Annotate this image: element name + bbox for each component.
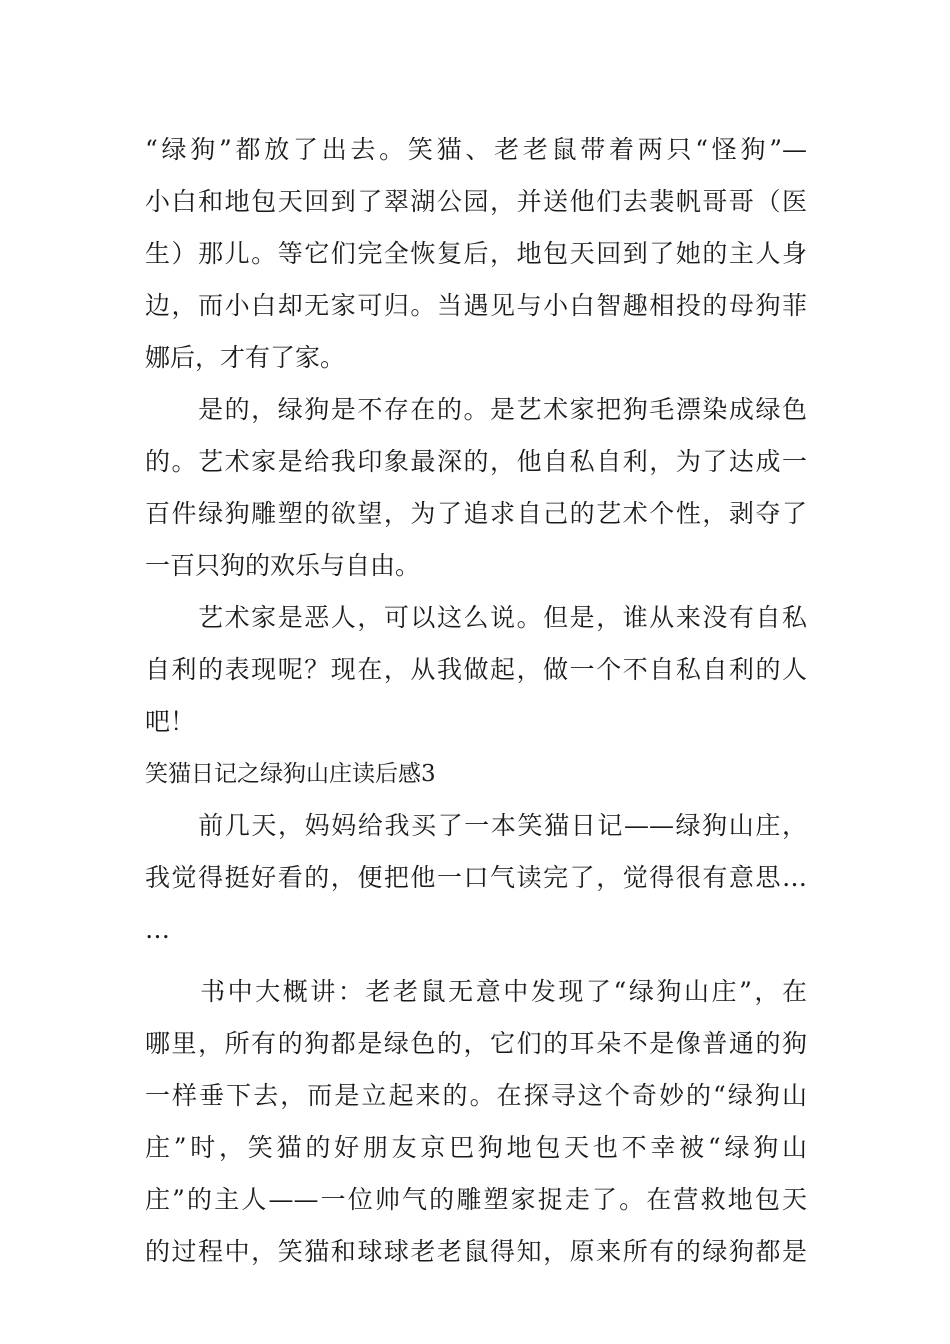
text-line: 我觉得挺好看的，便把他一口气读完了，觉得很有意思…	[145, 863, 807, 892]
text-line: 艺术家是恶人，可以这么说。但是，谁从来没有自私	[145, 603, 807, 632]
text-line: 庄”的主人——一位帅气的雕塑家捉走了。在营救地包天	[145, 1185, 807, 1214]
text-line: 边，而小白却无家可归。当遇见与小白智趣相投的母狗菲	[145, 291, 807, 320]
text-line: 是的，绿狗是不存在的。是艺术家把狗毛漂染成绿色	[145, 395, 807, 424]
text-line: 一样垂下去，而是立起来的。在探寻这个奇妙的“绿狗山	[145, 1081, 807, 1110]
text-line: 百件绿狗雕塑的欲望，为了追求自己的艺术个性，剥夺了	[145, 499, 807, 528]
document-body	[145, 124, 807, 1278]
text-line: 哪里，所有的狗都是绿色的，它们的耳朵不是像普通的狗	[145, 1029, 807, 1058]
text-line: …	[145, 915, 170, 944]
text-line: 的过程中，笑猫和球球老老鼠得知，原来所有的绿狗都是	[145, 1237, 807, 1266]
text-line: 的。艺术家是给我印象最深的，他自私自利，为了达成一	[145, 447, 807, 476]
text-line: 庄”时，笑猫的好朋友京巴狗地包天也不幸被“绿狗山	[145, 1133, 807, 1162]
text-line: 娜后，才有了家。	[145, 343, 346, 372]
text-line: 吧！	[145, 707, 196, 736]
text-line: 自利的表现呢？现在，从我做起，做一个不自私自利的人	[145, 655, 807, 684]
text-line: 小白和地包天回到了翠湖公园，并送他们去裴帆哥哥（医	[145, 187, 807, 216]
section-heading: 笑猫日记之绿狗山庄读后感3	[145, 761, 436, 787]
text-line: 生）那儿。等它们完全恢复后，地包天回到了她的主人身	[145, 239, 807, 268]
text-line: “绿狗”都放了出去。笑猫、老老鼠带着两只“怪狗”—	[145, 135, 807, 164]
text-line: 一百只狗的欢乐与自由。	[145, 551, 421, 580]
text-line: 前几天，妈妈给我买了一本笑猫日记——绿狗山庄，	[145, 811, 807, 840]
text-line: 书中大概讲：老老鼠无意中发现了“绿狗山庄”，在	[145, 977, 807, 1006]
